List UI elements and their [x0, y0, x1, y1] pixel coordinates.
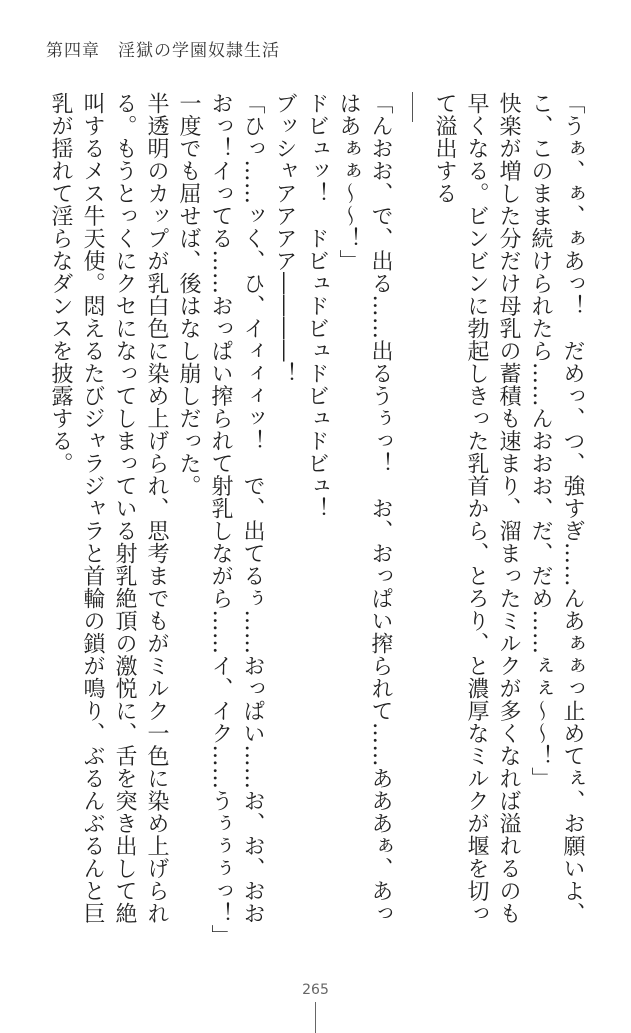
paragraph: 「うぁ、ぁ、ぁあっ！ だめっ、つ、強すぎ……んあぁぁっ止めてぇ、お願いよ、こ、このまま続けられたら……んおおお、だ、だめ……ぇぇ～～！」: [528, 92, 585, 925]
paragraph: 一度でも屈せば、後はなし崩しだった。: [176, 92, 201, 497]
paragraph: ドビュッ！ ドビュドビュドビュドビュ！: [304, 92, 329, 520]
paragraph: 「んおお、で、出る……出るうぅっ！ お、おっぱい搾られて……あああぁ、あっはあぁぁ～～！」: [336, 92, 393, 925]
folio-rule: [315, 1002, 316, 1033]
scene-break-rule: [412, 92, 413, 122]
paragraph: 快楽が増した分だけ母乳の蓄積も速まり、溜まったミルクが多くなれば溢れるのも早くなる。ビンビンに勃起しきった乳首から、とろり、と濃厚なミルクが堰を切って溢出する: [432, 92, 521, 925]
body-text: [40, 92, 588, 947]
chapter-header: 第四章 淫獄の学園奴隷生活: [46, 41, 280, 61]
scene-break: [396, 92, 428, 942]
paragraph: 半透明のカップが乳白色に染め上げられ、思考までもがミルク一色に染め上げられる。もうとっくにクセになってしまっている射乳絶頂の激悦に、舌を突き出して絶叫するメス牛天使。悶えるたびジャラジャラと首輪の鎖が鳴り、ぶるんぶるんと巨乳が揺れて淫らなダンスを披露する。: [48, 92, 169, 925]
paragraph: 「ひっ……ッく、ひ、イィィィッ！ で、出てるぅ……おっぱい……お、お、おおおっ！イってる……おっぱい搾られて射乳しながら……イ、イク……うぅぅぅっ！」: [208, 92, 265, 947]
page-number: 265: [302, 982, 329, 998]
paragraph: ブッシャアアアア――――！: [272, 92, 297, 385]
